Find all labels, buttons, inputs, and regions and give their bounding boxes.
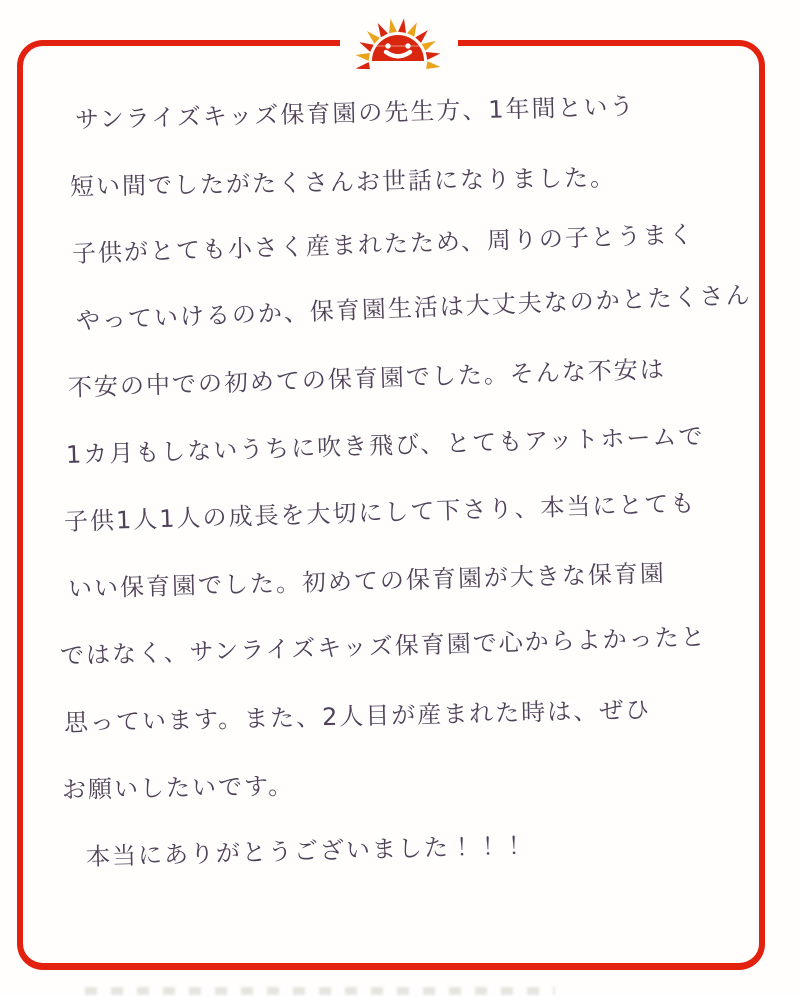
letter-line: 子供1人1人の成長を大切にして下さり、本当にとても	[63, 488, 697, 536]
letter-line: ではなく、サンライズキッズ保育園で心からよかったと	[59, 622, 708, 670]
letter-line: 本当にありがとうございました！！！	[85, 830, 529, 871]
letter-line: 子供がとても小さく産まれたため、周りの子とうまく	[71, 219, 696, 268]
bleed-through	[85, 987, 555, 995]
letter-line: 1カ月もしないうちに吹き飛び、とてもアットホームで	[65, 421, 705, 469]
letter-line: 短い間でしたがたくさんお世話になりました。	[69, 162, 617, 201]
letter-line: いい保育園でした。初めての保育園が大きな保育園	[67, 558, 667, 603]
letter-line: 思っています。また、2人目が産まれた時は、ぜひ	[63, 695, 652, 737]
letter-line: お願いしたいです。	[61, 771, 295, 804]
letter-body	[59, 86, 753, 890]
sun-icon	[346, 1, 450, 69]
letter-line: 不安の中での初めての保育園でした。そんな不安は	[67, 354, 667, 402]
letter-line: やっていけるのか、保育園生活は大丈夫なのかとたくさん	[75, 280, 753, 335]
letter-line: サンライズキッズ保育園の先生方、1年間という	[74, 91, 636, 134]
